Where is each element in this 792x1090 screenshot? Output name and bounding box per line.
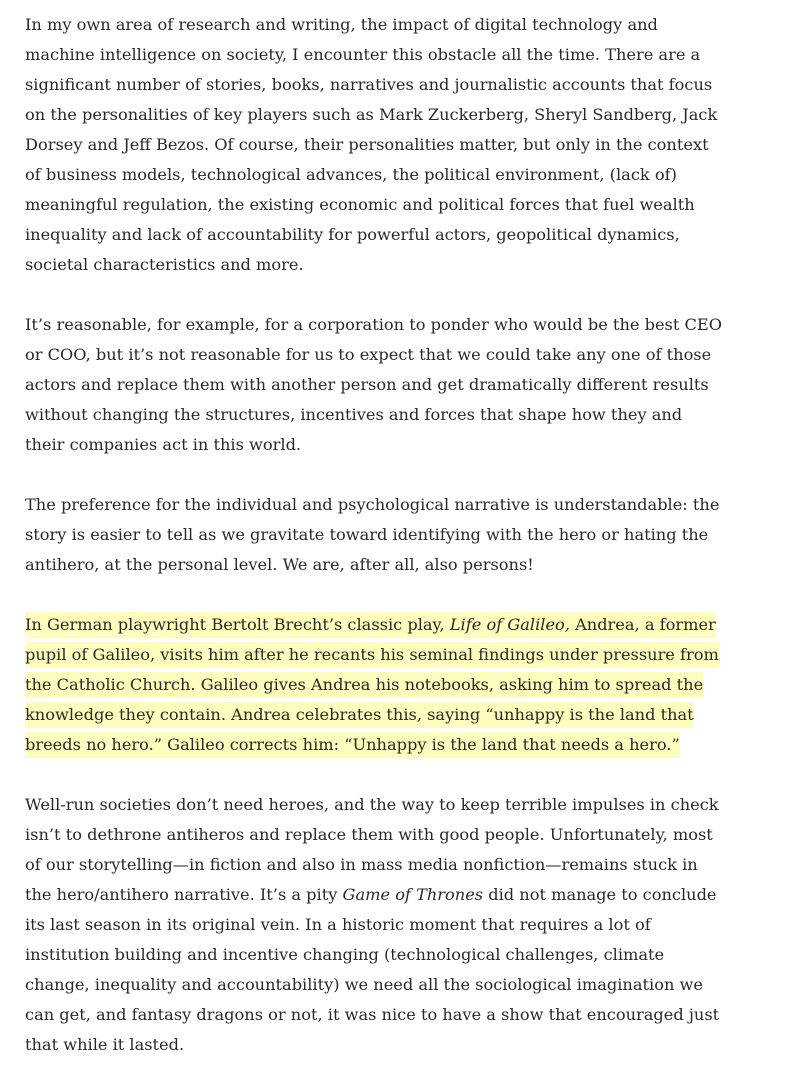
highlighted-passage[interactable] [25, 612, 719, 758]
paragraph-galileo-highlight [25, 610, 725, 760]
paragraph-research-obstacle: In my own area of research and writing, the impact of digital technology and machine intelligence on society, I encounter this obstacle all the time. There are a significant number of stories, books, narratives and journalistic accounts that focus on the personalities of key players such as Mark Zuckerberg, Sheryl Sandberg, Jack Dorsey and Jeff Bezos. Of course, their personalities matter, but only in the context of business models, technological advances, the political environment, (lack of) meaningful regulation, the existing economic and political forces that fuel wealth inequality and lack of accountability for powerful actors, geopolitical dynamics, societal characteristics and more. [25, 15, 718, 274]
conclusion-text-before: Well-run societies don’t need heroes, and the way to keep terrible impulses in check isn’t to dethrone antiheros and replace them with good people. Unfortunately, most of our storytelling—in fiction and also in mass media nonfiction—remains stuck in the hero/antihero narrative. It’s a pity [25, 795, 719, 904]
paragraph-narrative-preference: The preference for the individual and psychological narrative is understandable: the story is easier to tell as we gravitate toward identifying with the hero or hating the antihero, at the personal level. We are, after all, also persons! [25, 495, 720, 574]
galileo-text-before: In German playwright Bertolt Brecht’s classic play, [25, 615, 450, 634]
show-title-game-of-thrones: Game of Thrones [342, 885, 484, 904]
article-body [25, 10, 725, 1090]
paragraph-ceo-replacement: It’s reasonable, for example, for a corporation to ponder who would be the best CEO or COO, but it’s not reasonable for us to expect that we could take any one of those actors and replace them with another person and get dramatically different results without changing the structures, incentives and forces that shape how they and their companies act in this world. [25, 315, 722, 454]
paragraph-heroes-conclusion [25, 790, 725, 1060]
play-title-life-of-galileo: Life of Galileo, [449, 615, 570, 634]
galileo-text-after: Andrea, a former pupil of Galileo, visits him after he recants his seminal findings under pressure from the Catholic Church. Galileo gives Andrea his notebooks, asking him to spread the knowledge they contain. Andrea celebrates this, saying “unhappy is the land that breeds no hero.” Galileo corrects him: “Unhappy is the land that needs a hero.” [25, 615, 719, 754]
conclusion-text-after: did not manage to conclude its last season in its original vein. In a historic moment that requires a lot of institution building and incentive changing (technological challenges, climate change, inequality and accountability) we need all the sociological imagination we can get, and fantasy dragons or not, it was nice to have a show that encouraged just that while it lasted. [25, 885, 720, 1054]
